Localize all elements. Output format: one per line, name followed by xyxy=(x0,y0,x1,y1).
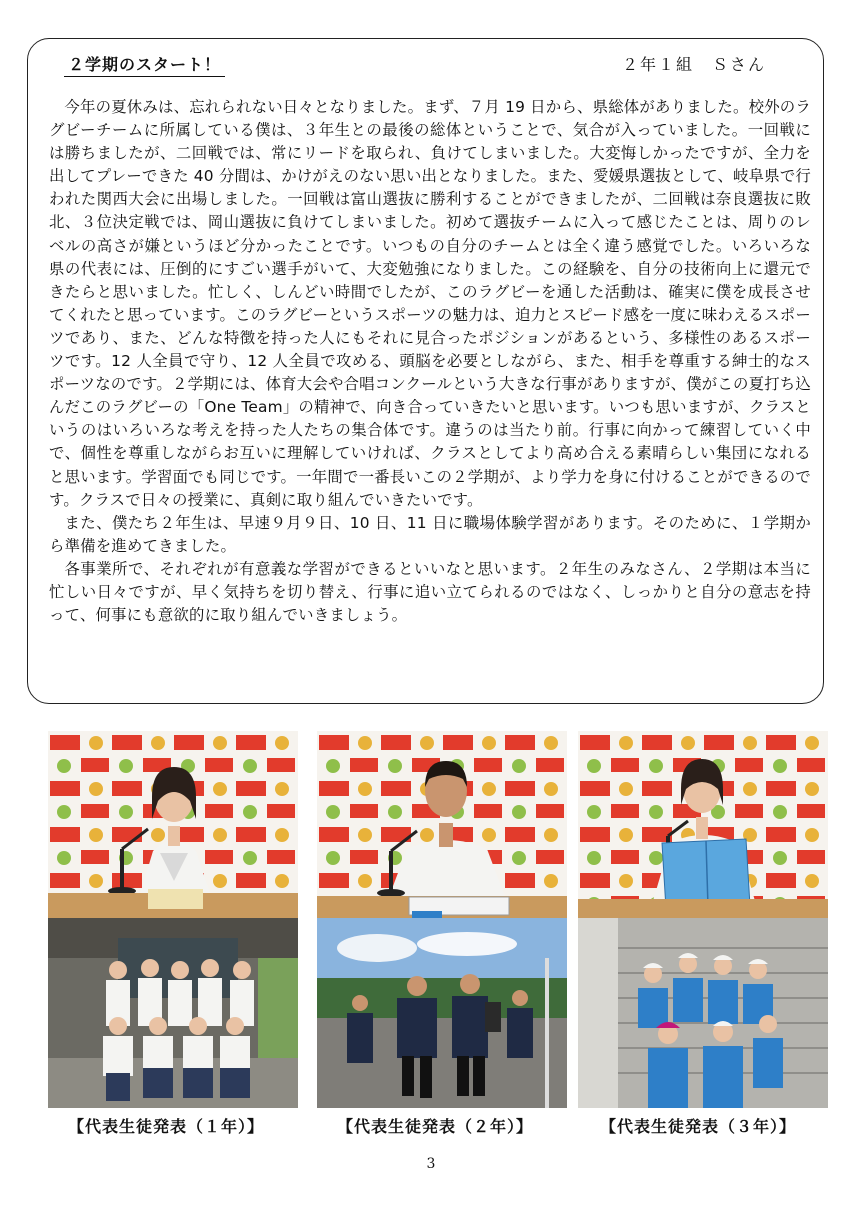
speech-photo-grade2 xyxy=(317,731,567,918)
speech-photo-grade3 xyxy=(578,731,828,918)
essay-author: ２年１組 Ｓさん xyxy=(622,55,767,74)
group-photo-grade3 xyxy=(578,918,828,1108)
essay-paragraph: 今年の夏休みは、忘れられない日々となりました。まず、７月 19 日から、県総体がありました。校外のラグビーチームに所属している僕は、３年生との最後の総体ということで、気合が入っていました。一回戦には勝ちましたが、二回戦では、常にリードを取られ、負けてしまいました。大変悔しかったですが、全力を出してプレーできた 40 分間は、かけがえのない思い出となりました。また、愛媛県選抜として、岐阜県で行われた関西大会に出場しました。一回戦は富山選抜に勝利することができましたが、二回戦は奈良選抜に敗北、３位決定戦では、岡山選抜に負けてしまいました。初めて選抜チームに入って感じたことは、周りのレベルの高さが嫌というほど分かったことです。いつもの自分のチームとは全く違う感覚でした。いろいろな県の代表には、圧倒的にすごい選手がいて、大変勉強になりました。この経験を、自分の技術向上に還元できたらと思いました。忙しく、しんどい時間でしたが、このラグビーを通した活動は、確実に僕を成長させてくれたと思っています。このラグビーというスポーツの魅力は、迫力とスピード感を一度に味わえるスポーツであり、また、どんな特徴を持った人にもそれに見合ったポジションがあるという、多様性のあるスポーツです。12 人全員で守り、12 人全員で攻める、頭脳を必要としながら、また、相手を尊重する紳士的なスポーツなのです。２学期には、体育大会や合唱コンクールという大きな行事がありますが、僕がこの夏打ち込んだこのラグビーの「One Team」の精神で、向き合っていきたいと思います。いつも思いますが、クラスというのはいろいろな考えを持った人たちの集合体です。違うのは当たり前。行事に向かって練習していく中で、個性を尊重しながらお互いに理解していければ、クラスとしてより高め合える素晴らしい集団になれると思います。学習面でも同じです。一年間で一番長いこの２学期が、より学力を身に付けることができるのです。クラスで日々の授業に、真剣に取り組んでいきたいです。 xyxy=(49,98,812,509)
page-number: 3 xyxy=(426,1156,436,1172)
essay-paragraph: 各事業所で、それぞれが有意義な学習ができるといいなと思います。２年生のみなさん、２学期は本当に忙しい日々ですが、早く気持ちを切り替え、行事に追い立てられるのではなく、しっかりと自分の意志を持って、何事にも意欲的に取り組んでいきましょう。 xyxy=(49,559,811,625)
caption-grade1: 【代表生徒発表（１年）】 xyxy=(68,1117,265,1136)
group-photo-grade2 xyxy=(317,918,567,1108)
essay-paragraph: また、僕たち２年生は、早速９月９日、10 日、11 日に職場体験学習があります。そのために、１学期から準備を進めてきました。 xyxy=(49,513,811,555)
speech-photo-grade1 xyxy=(48,731,298,918)
essay-box xyxy=(27,38,824,704)
caption-grade2: 【代表生徒発表（２年）】 xyxy=(337,1117,534,1136)
essay-body xyxy=(49,96,811,627)
essay-title: ２学期のスタート！ xyxy=(64,52,225,77)
caption-grade3: 【代表生徒発表（３年）】 xyxy=(600,1117,797,1136)
group-photo-grade1 xyxy=(48,918,298,1108)
